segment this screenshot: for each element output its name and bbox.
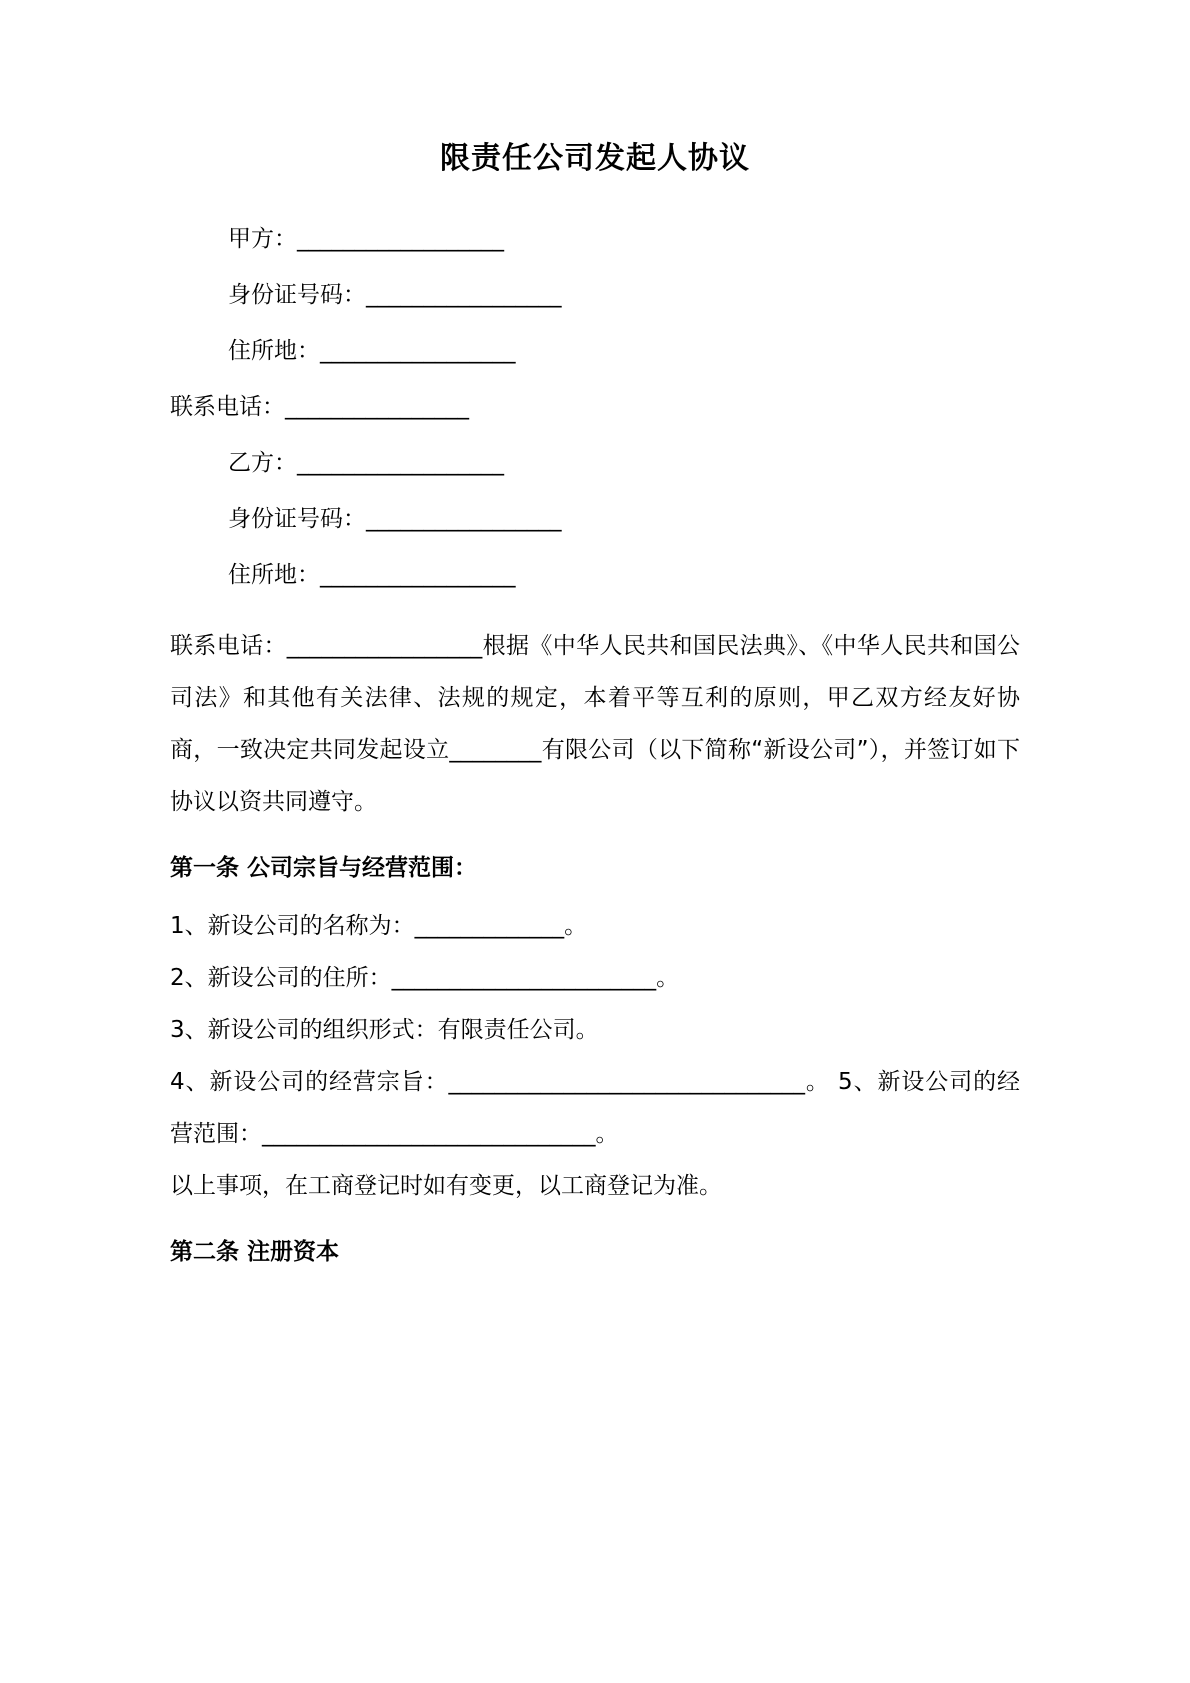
party-line-jiafang-address: 住所地：_________________ <box>228 338 516 364</box>
section-1-item-3: 3、新设公司的组织形式：有限责任公司。 <box>170 1017 599 1043</box>
section-heading-1: 第一条 公司宗旨与经营范围： <box>170 855 478 881</box>
preamble-block <box>170 620 1020 828</box>
party-line-yifang-id: 身份证号码：_________________ <box>228 506 562 532</box>
party-line-yifang: 乙方：__________________ <box>228 450 504 476</box>
preamble-text: 联系电话：_________________根据《中华人民共和国民法典》、《中华人民共和国公司法》和其他有关法律、法规的规定，本着平等互利的原则，甲乙双方经友好协商，一致决定共同发起设立________有限公司（以下简称“新设公司”），并签订如下协议以资共同遵守。 <box>170 633 1020 815</box>
section-1-note: 以上事项，在工商登记时如有变更，以工商登记为准。 <box>170 1173 722 1199</box>
party-line-yifang-address: 住所地：_________________ <box>228 562 516 588</box>
section-1-item-2: 2、新设公司的住所：_______________________。 <box>170 965 680 991</box>
section-heading-2: 第二条 注册资本 <box>170 1239 340 1265</box>
section-1-item-1: 1、新设公司的名称为：_____________。 <box>170 913 588 939</box>
party-line-jiafang-phone: 联系电话：________________ <box>170 394 469 420</box>
party-line-jiafang: 甲方：__________________ <box>228 226 504 252</box>
party-line-jiafang-id: 身份证号码：_________________ <box>228 282 562 308</box>
page-title: 限责任公司发起人协议 <box>440 141 750 176</box>
section-1-item-4: 4、新设公司的经营宗旨：_______________________________。 5、新设公司的经营范围：_____________________________。 <box>170 1069 1020 1147</box>
